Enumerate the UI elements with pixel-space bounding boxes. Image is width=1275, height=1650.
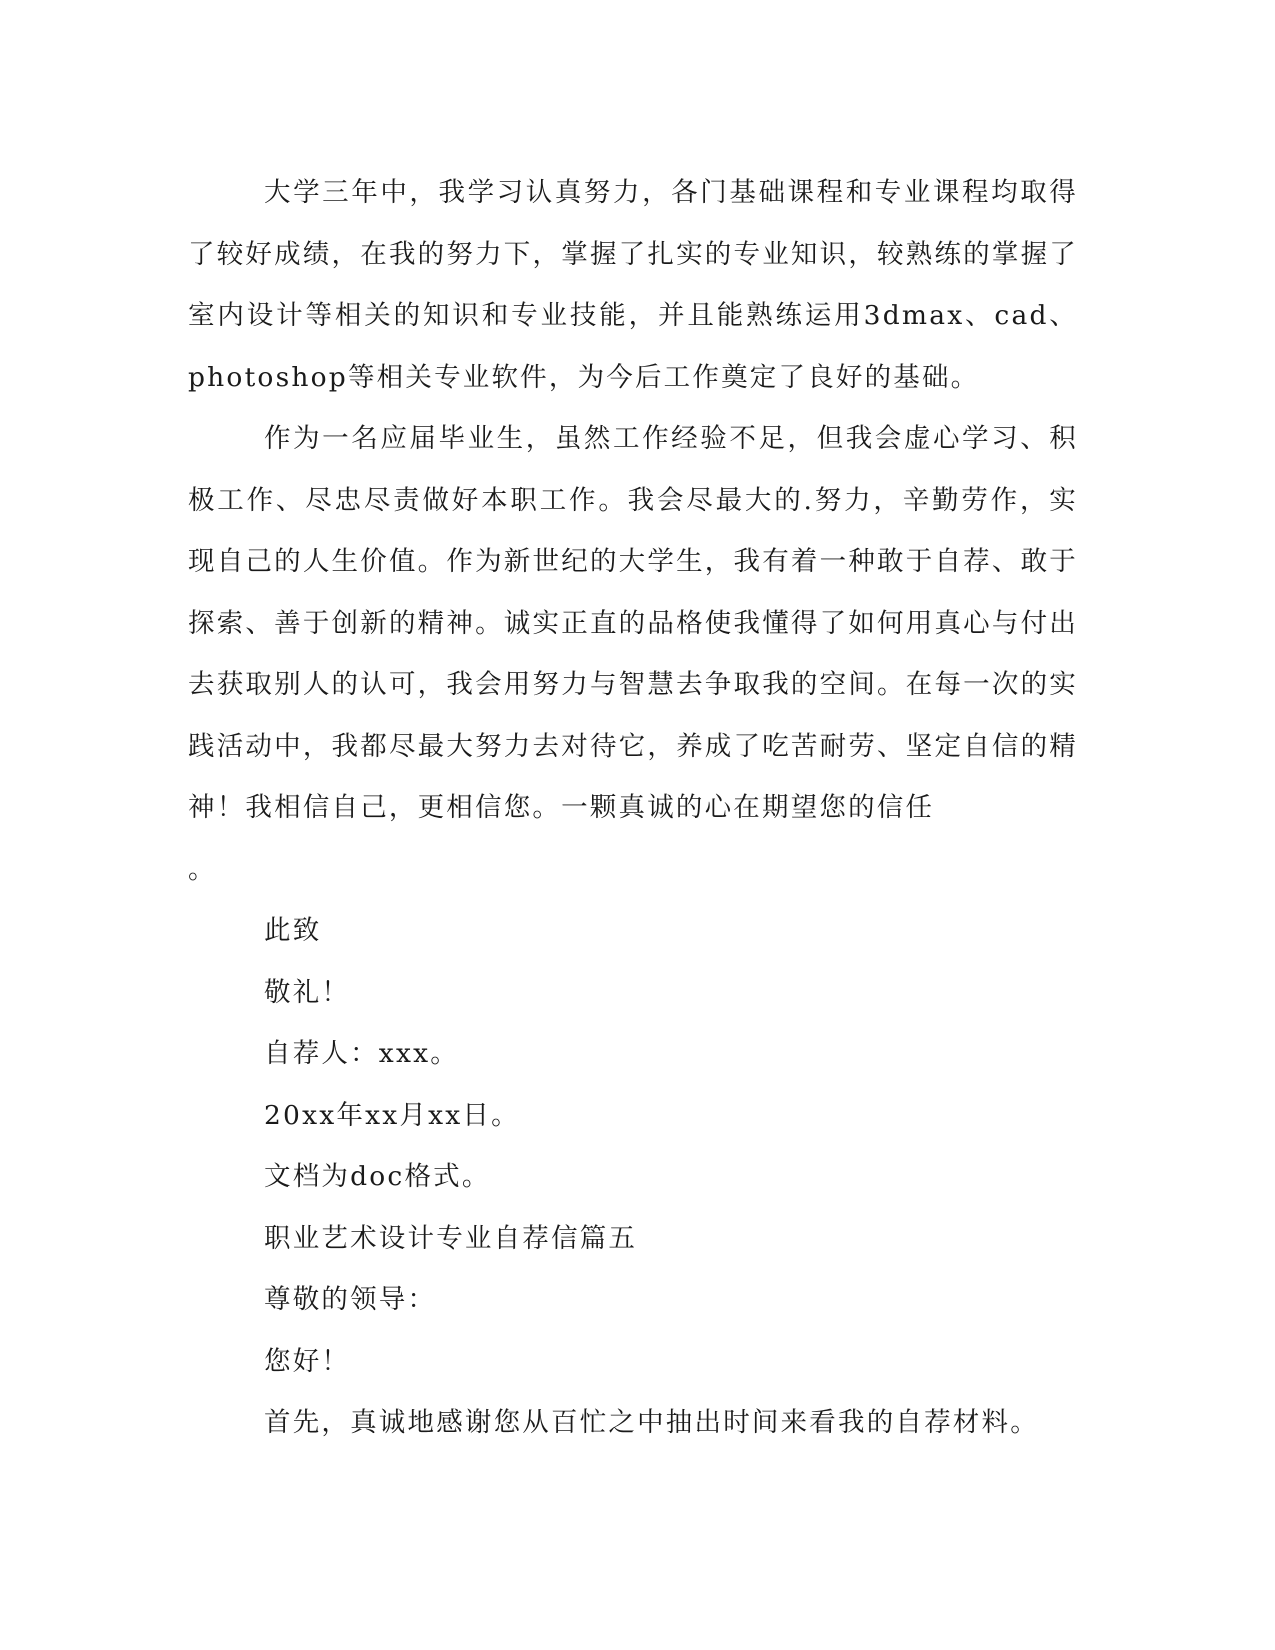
hello-line: 您好！ — [264, 1345, 351, 1377]
paragraph-skills: 大学三年中，我学习认真努力，各门基础课程和专业课程均取得了较好成绩，在我的努力下，掌握了扎实的专业知识，较熟练的掌握了室内设计等相关的知识和专业技能，并且能熟练运用3dmax、cad、photoshop等相关专业软件，为今后工作奠定了良好的基础。 — [188, 177, 1078, 393]
paragraph-self-assessment: 作为一名应届毕业生，虽然工作经验不足，但我会虚心学习、积极工作、尽忠尽责做好本职工作。我会尽最大的.努力，辛勤劳作，实现自己的人生价值。作为新世纪的大学生，我有着一种敢于自荐、敢于探索、善于创新的精神。诚实正直的品格使我懂得了如何用真心与付出去获取别人的认可，我会用努力与智慧去争取我的空间。在每一次的实践活动中，我都尽最大努力去对待它，养成了吃苦耐劳、坚定自信的精神！我相信自己，更相信您。一颗真诚的心在期望您的信任 — [188, 423, 1078, 823]
format-note: 文档为doc格式。 — [264, 1161, 491, 1192]
letter-body — [188, 162, 1078, 1454]
greeting-line: 尊敬的领导： — [264, 1284, 437, 1315]
paragraph-tail-period: 。 — [188, 853, 217, 885]
date-line: 20xx年xx月xx日。 — [264, 1099, 520, 1131]
closing-line: 此致 — [264, 915, 322, 946]
opening-line: 首先，真诚地感谢您从百忙之中抽出时间来看我的自荐材料。 — [264, 1407, 1039, 1438]
signature-line: 自荐人：xxx。 — [264, 1038, 459, 1069]
salute-line: 敬礼！ — [264, 976, 351, 1008]
section-title: 职业艺术设计专业自荐信篇五 — [264, 1222, 638, 1254]
